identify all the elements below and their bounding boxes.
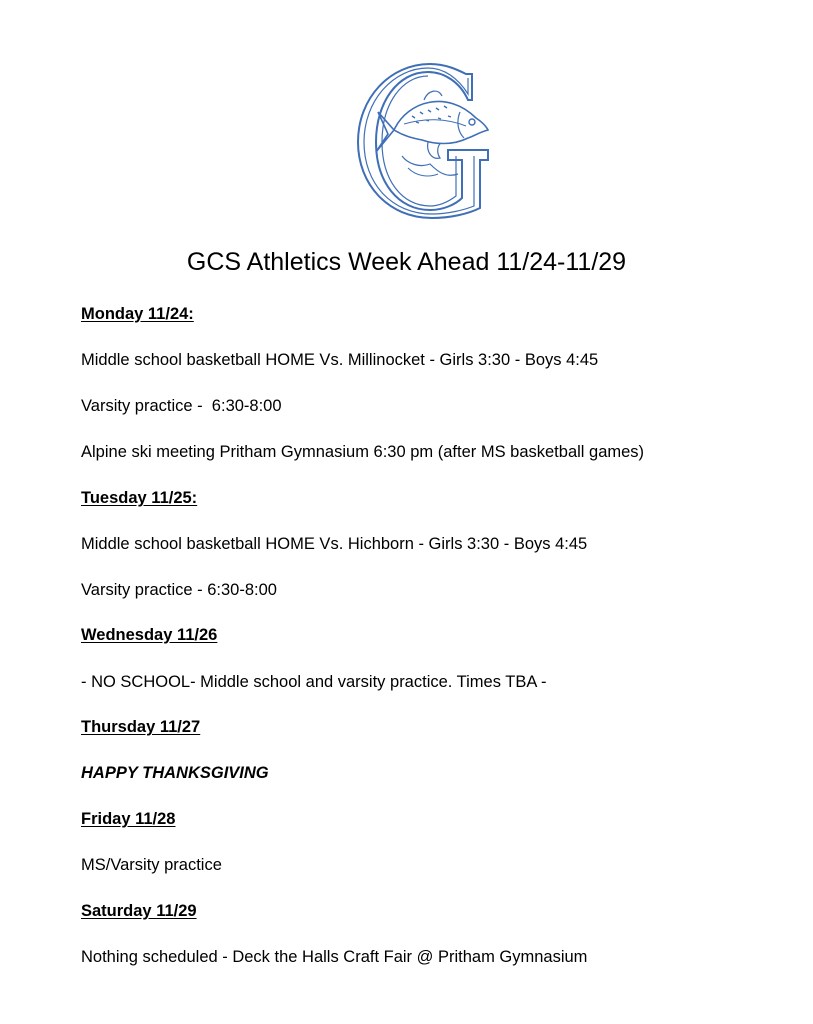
schedule-item: Middle school basketball HOME Vs. Hichborn - Girls 3:30 - Boys 4:45	[81, 535, 588, 553]
schedule-item: MS/Varsity practice	[81, 856, 222, 874]
schedule-item: Alpine ski meeting Pritham Gymnasium 6:30 pm (after MS basketball games)	[81, 443, 645, 461]
schedule-item: Varsity practice - 6:30-8:00	[81, 397, 282, 415]
schedule-item: Nothing scheduled - Deck the Halls Craft Fair @ Pritham Gymnasium	[81, 948, 588, 966]
day-heading-monday: Monday 11/24:	[81, 305, 194, 323]
schedule-item: Varsity practice - 6:30-8:00	[81, 581, 277, 599]
schedule-item: Middle school basketball HOME Vs. Millinocket - Girls 3:30 - Boys 4:45	[81, 351, 599, 369]
day-heading-thursday: Thursday 11/27	[81, 718, 201, 736]
gcs-salmon-g-logo-icon	[348, 60, 500, 220]
day-heading-tuesday: Tuesday 11/25:	[81, 489, 198, 507]
day-heading-wednesday: Wednesday 11/26	[81, 626, 218, 644]
schedule-item: HAPPY THANKSGIVING	[81, 764, 269, 782]
schedule-item: - NO SCHOOL- Middle school and varsity practice. Times TBA -	[81, 673, 547, 691]
page-title: GCS Athletics Week Ahead 11/24-11/29	[186, 248, 627, 276]
day-heading-saturday: Saturday 11/29	[81, 902, 197, 920]
day-heading-friday: Friday 11/28	[81, 810, 176, 828]
